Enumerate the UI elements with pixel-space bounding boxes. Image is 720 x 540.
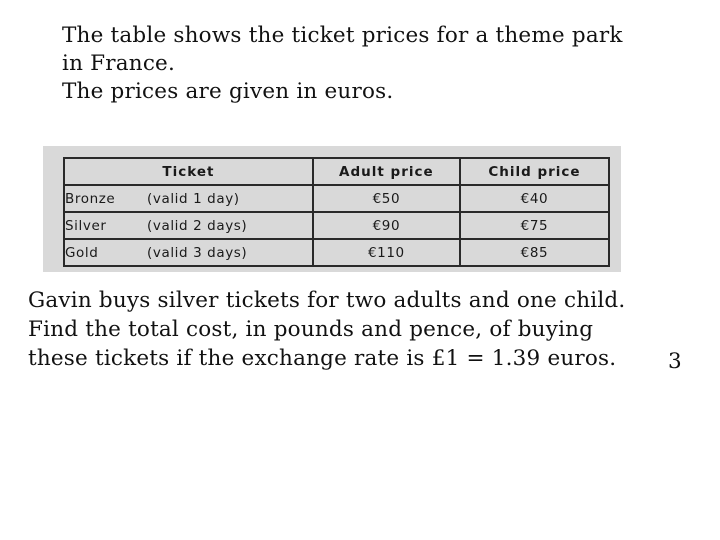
price-table-image bbox=[43, 146, 621, 272]
ticket-validity: (valid 3 days) bbox=[147, 244, 248, 261]
question-line-3: these tickets if the exchange rate is £1 = 1.39 euros. bbox=[28, 346, 617, 371]
header-child-price: Child price bbox=[460, 158, 609, 185]
header-adult-price: Adult price bbox=[313, 158, 460, 185]
header-ticket: Ticket bbox=[64, 158, 313, 185]
ticket-cell bbox=[64, 212, 313, 239]
ticket-name: Bronze bbox=[65, 190, 116, 207]
ticket-validity: (valid 1 day) bbox=[147, 190, 240, 207]
ticket-validity: (valid 2 days) bbox=[147, 217, 248, 234]
ticket-cell bbox=[64, 185, 313, 212]
child-price-cell: €40 bbox=[460, 185, 609, 212]
question-line-2: Find the total cost, in pounds and pence, of buying bbox=[28, 317, 594, 342]
adult-price-cell: €110 bbox=[313, 239, 460, 266]
marks-value: 3 bbox=[668, 349, 682, 374]
intro-line-2: in France. bbox=[62, 51, 176, 76]
table-row bbox=[64, 185, 609, 212]
ticket-name: Silver bbox=[65, 217, 107, 234]
adult-price-cell: €50 bbox=[313, 185, 460, 212]
ticket-cell bbox=[64, 239, 313, 266]
question-line-1: Gavin buys silver tickets for two adults and one child. bbox=[28, 288, 626, 313]
table-row bbox=[64, 239, 609, 266]
ticket-name: Gold bbox=[65, 244, 99, 261]
price-table bbox=[63, 157, 610, 267]
intro-text bbox=[62, 22, 682, 106]
question-text bbox=[28, 286, 688, 373]
child-price-cell: €75 bbox=[460, 212, 609, 239]
table-row bbox=[64, 212, 609, 239]
adult-price-cell: €90 bbox=[313, 212, 460, 239]
table-header-row bbox=[64, 158, 609, 185]
intro-line-3: The prices are given in euros. bbox=[62, 79, 394, 104]
intro-line-1: The table shows the ticket prices for a theme park bbox=[62, 23, 623, 48]
child-price-cell: €85 bbox=[460, 239, 609, 266]
